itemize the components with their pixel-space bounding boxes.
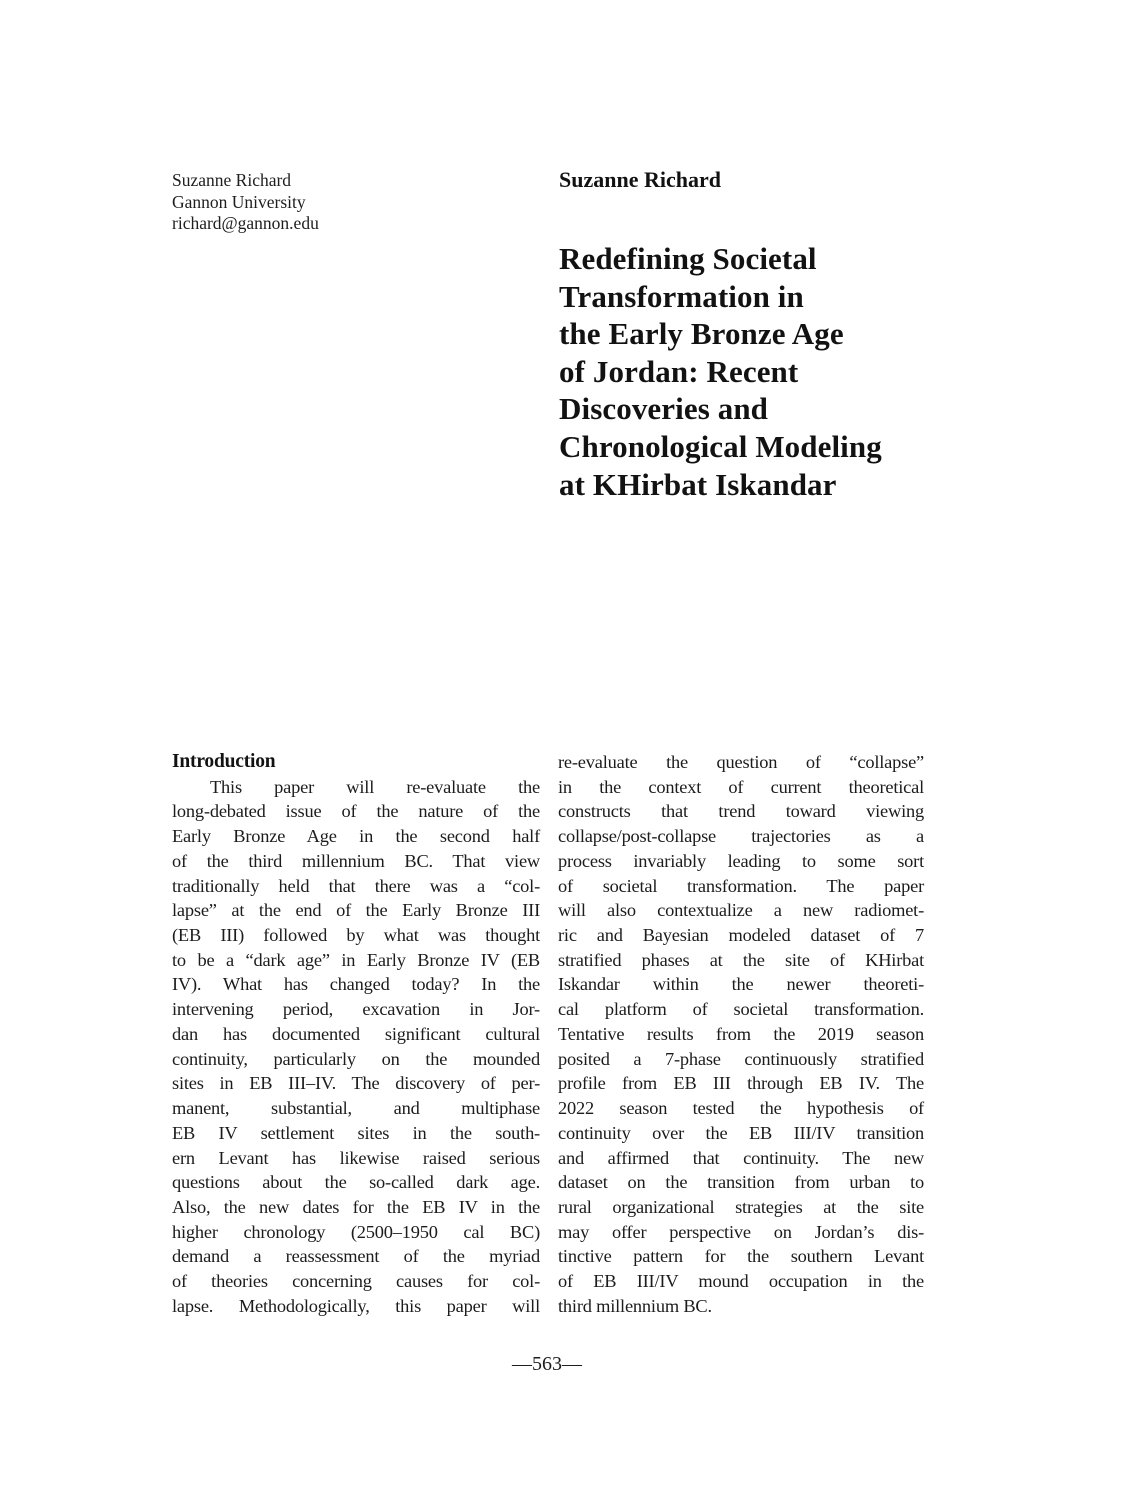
left-column: [172, 750, 540, 1319]
text-line: ric and Bayesian modeled dataset of 7: [558, 925, 924, 946]
text-line: IV). What has changed today? In the: [172, 974, 540, 995]
text-line: questions about the so-called dark age.: [172, 1172, 540, 1193]
text-line: re-evaluate the question of “collapse”: [558, 752, 924, 772]
text-line: of the third millennium BC. That view: [172, 850, 540, 871]
text-line: traditionally held that there was a “col-: [172, 875, 540, 896]
text-line: continuity over the EB III/IV transition: [558, 1122, 924, 1143]
title-line: of Jordan: Recent: [559, 353, 799, 389]
text-line: lapse. Methodologically, this paper will: [172, 1295, 540, 1316]
text-line: to be a “dark age” in Early Bronze IV (EB: [172, 949, 540, 970]
text-line: This paper will re-evaluate the: [210, 776, 540, 797]
text-line: manent, substantial, and multiphase: [172, 1098, 540, 1119]
text-line: ern Levant has likewise raised serious: [172, 1147, 540, 1168]
text-line: Early Bronze Age in the second half: [172, 826, 540, 847]
text-line: profile from EB III through EB IV. The: [558, 1073, 924, 1094]
text-line: posited a 7-phase continuously stratified: [558, 1048, 924, 1069]
author-name: Suzanne Richard: [172, 170, 292, 190]
text-line: of EB III/IV mound occupation in the: [558, 1271, 924, 1292]
text-line: EB IV settlement sites in the south-: [172, 1122, 540, 1143]
text-line: sites in EB III–IV. The discovery of per-: [172, 1073, 540, 1094]
text-line: higher chronology (2500–1950 cal BC): [172, 1221, 540, 1242]
text-line: of theories concerning causes for col-: [172, 1271, 540, 1292]
text-line: (EB III) followed by what was thought: [172, 925, 540, 946]
page-number: —563—: [512, 1353, 582, 1375]
text-line: and affirmed that continuity. The new: [558, 1147, 924, 1168]
author-email: richard@gannon.edu: [172, 213, 319, 233]
byline-author: Suzanne Richard: [559, 167, 721, 192]
text-line: in the context of current theoretical: [558, 776, 924, 797]
text-line: 2022 season tested the hypothesis of: [558, 1098, 924, 1119]
text-line: collapse/post-collapse trajectories as a: [558, 826, 924, 847]
text-line: dan has documented significant cultural: [172, 1023, 540, 1044]
author-block: [172, 170, 319, 235]
text-line: Tentative results from the 2019 season: [558, 1023, 924, 1044]
text-line: of societal transformation. The paper: [558, 875, 924, 896]
text-line: third millennium BC.: [558, 1295, 712, 1316]
right-column: [558, 750, 924, 1319]
text-line: intervening period, excavation in Jor-: [172, 999, 540, 1020]
title-line: Chronological Modeling: [559, 428, 882, 464]
text-line: process invariably leading to some sort: [558, 850, 924, 871]
text-line: demand a reassessment of the myriad: [172, 1246, 540, 1267]
title-line: the Early Bronze Age: [559, 316, 844, 352]
paper-title: [559, 240, 999, 503]
text-line: long-debated issue of the nature of the: [172, 801, 540, 822]
text-line: Also, the new dates for the EB IV in the: [172, 1196, 540, 1217]
text-line: stratified phases at the site of KHirbat: [558, 949, 924, 970]
text-line: may offer perspective on Jordan’s dis-: [558, 1221, 924, 1242]
text-line: will also contextualize a new radiomet-: [558, 900, 924, 921]
text-line: constructs that trend toward viewing: [558, 801, 924, 822]
title-line: at KHirbat Iskandar: [559, 466, 837, 502]
text-line: lapse” at the end of the Early Bronze III: [172, 900, 540, 921]
section-heading: Introduction: [172, 751, 276, 772]
author-affiliation: Gannon University: [172, 191, 306, 212]
title-line: Redefining Societal: [559, 241, 817, 276]
left-column-text: [172, 775, 540, 1319]
text-line: cal platform of societal transformation.: [558, 999, 924, 1020]
text-line: rural organizational strategies at the site: [558, 1196, 924, 1217]
text-line: continuity, particularly on the mounded: [172, 1048, 540, 1069]
text-line: Iskandar within the newer theoreti-: [558, 974, 924, 995]
title-line: Transformation in: [559, 278, 804, 314]
title-line: Discoveries and: [559, 391, 769, 427]
text-line: dataset on the transition from urban to: [558, 1172, 924, 1193]
text-line: tinctive pattern for the southern Levant: [558, 1246, 924, 1267]
